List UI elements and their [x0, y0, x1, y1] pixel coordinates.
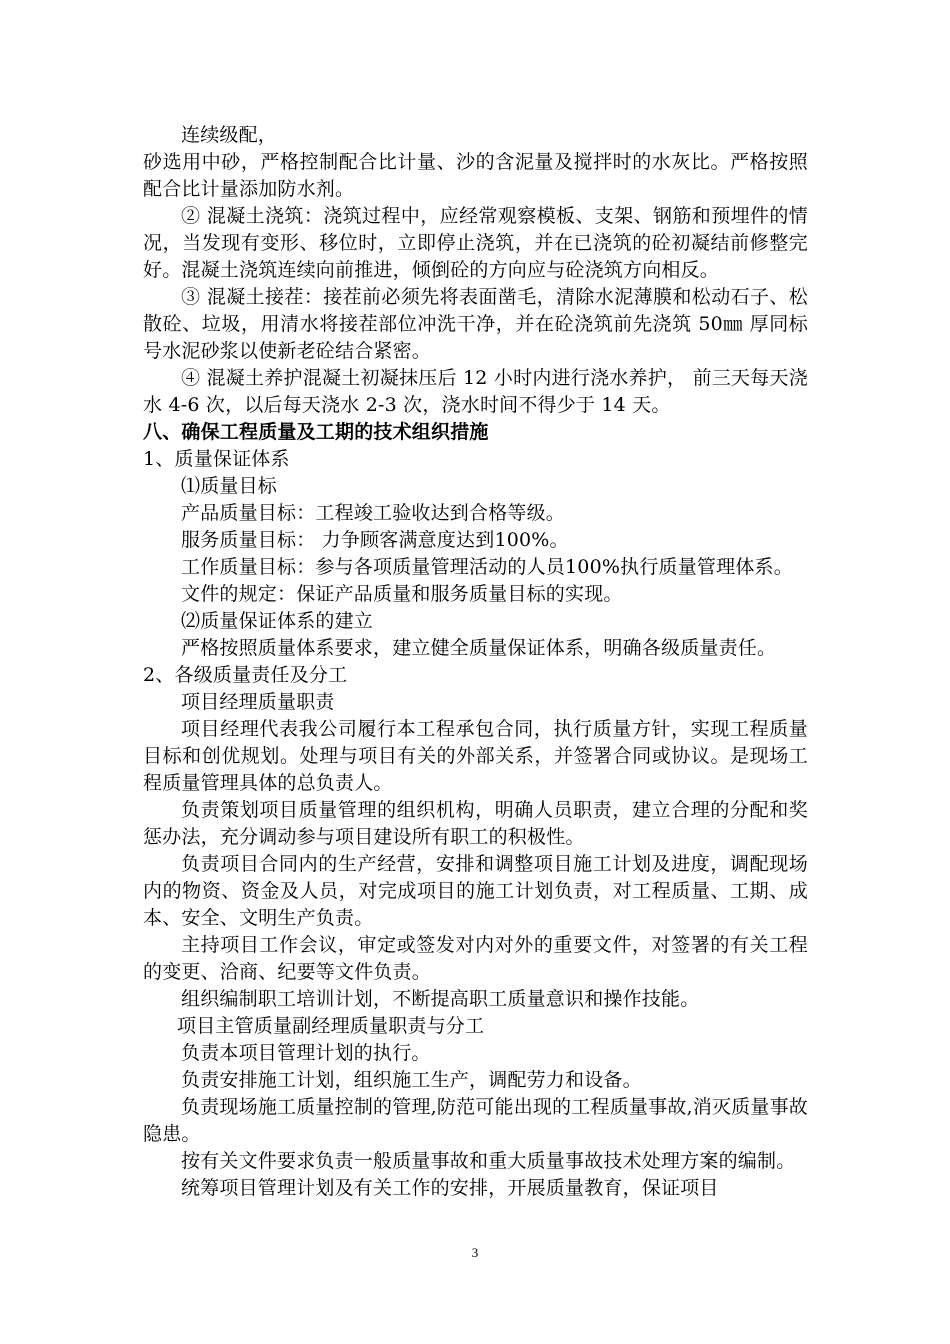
paragraph: 砂选用中砂，严格控制配合比计量、沙的含泥量及搅拌时的水灰比。严格按照配合比计量添加防水剂。: [143, 151, 808, 200]
paragraph: 负责安排施工计划，组织施工生产，调配劳力和设备。: [181, 1069, 642, 1091]
paragraph: 服务质量目标： 力争顾客满意度达到100%。: [181, 529, 569, 551]
paragraph: 产品质量目标：工程竣工验收达到合格等级。: [181, 502, 566, 524]
document-body: [143, 122, 808, 1202]
section-heading: 八、确保工程质量及工期的技术组织措施: [143, 421, 489, 443]
paragraph: 项目经理质量职责: [181, 691, 335, 713]
paragraph: ③ 混凝土接茬：接茬前必须先将表面凿毛，清除水泥薄膜和松动石子、松散砼、垃圾，用清水将接茬部位冲洗干净，并在砼浇筑前先浇筑 50㎜ 厚同标号水泥砂浆以使新老砼结合紧密。: [143, 286, 808, 362]
subsection-heading: 1、质量保证体系: [143, 448, 290, 470]
paragraph: 文件的规定：保证产品质量和服务质量目标的实现。: [181, 583, 623, 605]
paragraph: 项目主管质量副经理质量职责与分工: [177, 1015, 485, 1037]
paragraph: ⑵质量保证体系的建立: [181, 610, 374, 632]
paragraph: 主持项目工作会议，审定或签发对内对外的重要文件，对签署的有关工程的变更、洽商、纪要等文件负责。: [143, 934, 808, 983]
paragraph: 负责本项目管理计划的执行。: [181, 1042, 431, 1064]
paragraph: 统筹项目管理计划及有关工作的安排，开展质量教育，保证项目: [181, 1177, 719, 1199]
paragraph: 负责策划项目质量管理的组织机构，明确人员职责，建立合理的分配和奖惩办法，充分调动参与项目建设所有职工的积极性。: [143, 799, 808, 848]
paragraph: ④ 混凝土养护混凝土初凝抹压后 12 小时内进行浇水养护， 前三天每天浇水 4-6 次，以后每天浇水 2-3 次，浇水时间不得少于 14 天。: [143, 367, 808, 416]
paragraph: 负责现场施工质量控制的管理,防范可能出现的工程质量事故,消灭质量事故隐患。: [143, 1096, 808, 1145]
paragraph: 负责项目合同内的生产经营，安排和调整项目施工计划及进度，调配现场内的物资、资金及人员，对完成项目的施工计划负责，对工程质量、工期、成本、安全、文明生产负责。: [143, 853, 808, 929]
paragraph: ⑴质量目标: [181, 475, 278, 497]
paragraph: ② 混凝土浇筑：浇筑过程中，应经常观察模板、支架、钢筋和预埋件的情况，当发现有变形、移位时，立即停止浇筑，并在已浇筑的砼初凝结前修整完好。混凝土浇筑连续向前推进，倾倒砼的方向应与砼浇筑方向相反。: [143, 205, 808, 281]
paragraph: 严格按照质量体系要求，建立健全质量保证体系，明确各级质量责任。: [181, 637, 777, 659]
paragraph: 工作质量目标：参与各项质量管理活动的人员100%执行质量管理体系。: [181, 556, 793, 578]
paragraph: 组织编制职工培训计划，不断提高职工质量意识和操作技能。: [181, 988, 700, 1010]
page-number: 3: [471, 1245, 479, 1260]
paragraph: 按有关文件要求负责一般质量事故和重大质量事故技术处理方案的编制。: [181, 1150, 796, 1172]
subsection-heading: 2、各级质量责任及分工: [143, 664, 348, 686]
paragraph: 连续级配，: [181, 124, 278, 146]
paragraph: 项目经理代表我公司履行本工程承包合同，执行质量方针，实现工程质量目标和创优规划。处理与项目有关的外部关系，并签署合同或协议。是现场工程质量管理具体的总负责人。: [143, 718, 808, 794]
